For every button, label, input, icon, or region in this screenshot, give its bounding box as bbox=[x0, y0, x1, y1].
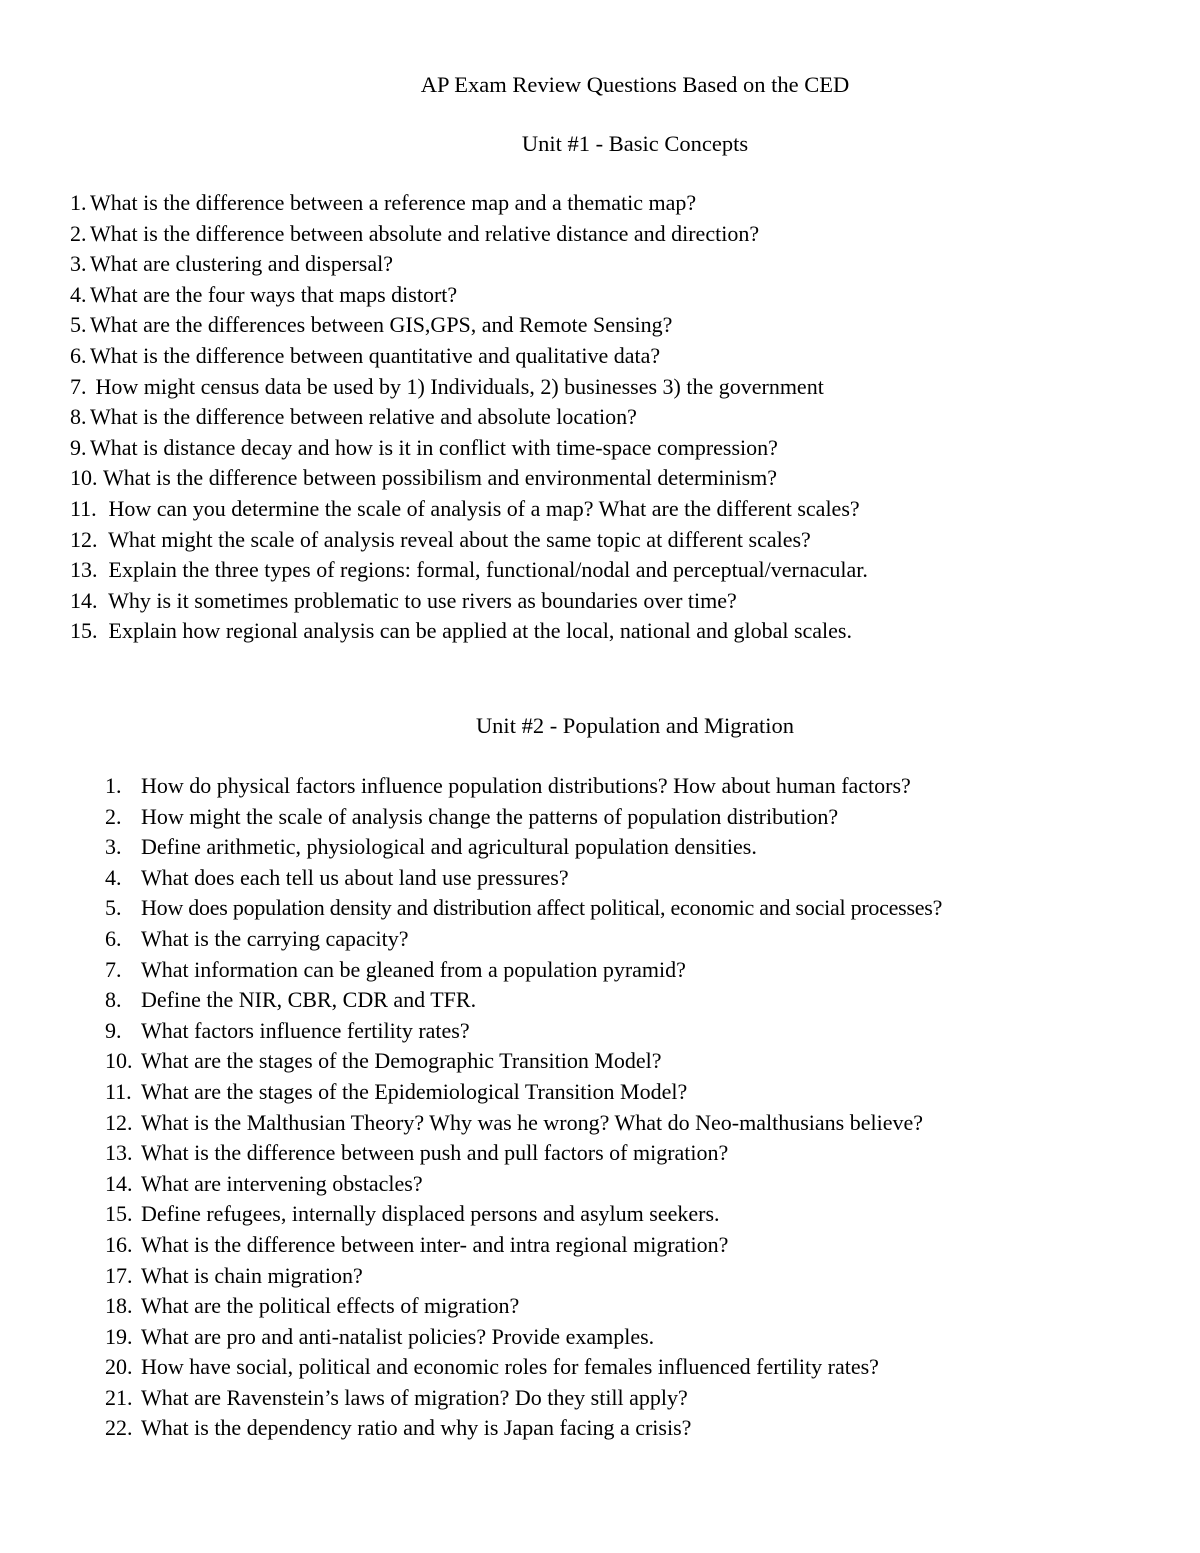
question-number: 14. bbox=[105, 1170, 133, 1196]
list-item bbox=[70, 525, 868, 556]
question-number: 21. bbox=[105, 1384, 133, 1410]
question-number: 8. bbox=[70, 404, 87, 430]
question-text: How does population density and distribution affect political, economic and social processes? bbox=[141, 895, 943, 921]
question-number: 10. bbox=[105, 1048, 133, 1074]
list-item bbox=[105, 832, 942, 863]
question-text: What are the four ways that maps distort? bbox=[90, 281, 458, 307]
question-number: 2. bbox=[70, 220, 87, 246]
question-number: 10. bbox=[70, 465, 98, 491]
question-number: 17. bbox=[105, 1262, 133, 1288]
question-text: What information can be gleaned from a population pyramid? bbox=[141, 956, 686, 982]
list-item bbox=[70, 586, 868, 617]
question-number: 13. bbox=[70, 557, 98, 583]
list-item bbox=[105, 1291, 942, 1322]
list-item bbox=[105, 1230, 942, 1261]
unit-2-heading: Unit #2 - Population and Migration bbox=[475, 713, 795, 738]
question-text: What are clustering and dispersal? bbox=[90, 251, 393, 277]
page-title: AP Exam Review Questions Based on the CED bbox=[420, 72, 850, 97]
list-item bbox=[105, 1077, 942, 1108]
unit-1-heading: Unit #1 - Basic Concepts bbox=[521, 131, 749, 156]
list-item bbox=[105, 1199, 942, 1230]
question-text: What is the dependency ratio and why is Japan facing a crisis? bbox=[141, 1415, 692, 1441]
list-item bbox=[70, 219, 868, 250]
question-text: What are the political effects of migration? bbox=[141, 1293, 520, 1319]
list-item bbox=[70, 494, 868, 525]
list-item bbox=[105, 1169, 942, 1200]
question-number: 13. bbox=[105, 1140, 133, 1166]
question-text: What does each tell us about land use pressures? bbox=[141, 864, 569, 890]
question-text: What is the difference between inter- and intra regional migration? bbox=[141, 1231, 729, 1257]
question-number: 12. bbox=[105, 1109, 133, 1135]
list-item bbox=[105, 863, 942, 894]
question-text: What is the carrying capacity? bbox=[141, 925, 409, 951]
list-item bbox=[105, 985, 942, 1016]
question-number: 12. bbox=[70, 526, 98, 552]
list-item bbox=[70, 463, 868, 494]
list-item bbox=[105, 1352, 942, 1383]
question-text: Define the NIR, CBR, CDR and TFR. bbox=[141, 987, 477, 1013]
question-text: What are intervening obstacles? bbox=[141, 1170, 423, 1196]
list-item bbox=[70, 372, 868, 403]
question-number: 22. bbox=[105, 1415, 133, 1441]
list-item bbox=[105, 955, 942, 986]
list-item bbox=[70, 341, 868, 372]
question-text: What is chain migration? bbox=[141, 1262, 363, 1288]
list-item bbox=[70, 433, 868, 464]
question-text: What factors influence fertility rates? bbox=[141, 1017, 470, 1043]
question-number: 20. bbox=[105, 1354, 133, 1380]
question-number: 16. bbox=[105, 1231, 133, 1257]
question-text: What are the stages of the Epidemiological Transition Model? bbox=[141, 1078, 688, 1104]
list-item bbox=[70, 616, 868, 647]
list-item bbox=[105, 1046, 942, 1077]
question-text: What is the Malthusian Theory? Why was he wrong? What do Neo-malthusians believe? bbox=[141, 1109, 924, 1135]
list-item bbox=[70, 402, 868, 433]
question-number: 8. bbox=[105, 987, 122, 1013]
list-item bbox=[105, 1322, 942, 1353]
question-text: What is the difference between absolute and relative distance and direction? bbox=[90, 220, 760, 246]
unit-1-question-list bbox=[70, 188, 868, 647]
question-number: 19. bbox=[105, 1323, 133, 1349]
list-item bbox=[105, 1108, 942, 1139]
list-item bbox=[105, 1261, 942, 1292]
question-number: 1. bbox=[70, 190, 87, 215]
question-number: 15. bbox=[105, 1201, 133, 1227]
question-number: 9. bbox=[70, 434, 87, 460]
list-item bbox=[105, 893, 942, 924]
question-text: What is the difference between possibilism and environmental determinism? bbox=[103, 465, 778, 491]
list-item bbox=[105, 924, 942, 955]
question-number: 5. bbox=[105, 895, 122, 921]
question-number: 11. bbox=[105, 1078, 132, 1104]
unit-2-question-list bbox=[105, 771, 942, 1444]
question-text: Why is it sometimes problematic to use rivers as boundaries over time? bbox=[103, 587, 737, 613]
question-text: How might census data be used by 1) Individuals, 2) businesses 3) the government bbox=[90, 373, 824, 399]
question-text: How have social, political and economic roles for females influenced fertility rates? bbox=[141, 1354, 879, 1380]
question-number: 7. bbox=[105, 956, 122, 982]
question-text: What might the scale of analysis reveal about the same topic at different scales? bbox=[103, 526, 811, 552]
list-item bbox=[105, 1413, 942, 1444]
question-number: 3. bbox=[105, 834, 122, 860]
question-text: How might the scale of analysis change the patterns of population distribution? bbox=[141, 803, 839, 829]
list-item bbox=[105, 1138, 942, 1169]
question-number: 11. bbox=[70, 495, 97, 521]
question-number: 4. bbox=[105, 864, 122, 890]
question-text: What are Ravenstein’s laws of migration? Do they still apply? bbox=[141, 1384, 688, 1410]
question-text: What is the difference between relative and absolute location? bbox=[90, 404, 637, 430]
question-text: Define refugees, internally displaced persons and asylum seekers. bbox=[141, 1201, 720, 1227]
question-text: What is the difference between push and pull factors of migration? bbox=[141, 1140, 729, 1166]
question-text: Explain the three types of regions: formal, functional/nodal and perceptual/vernacular. bbox=[103, 557, 868, 583]
question-number: 14. bbox=[70, 587, 98, 613]
question-number: 1. bbox=[105, 773, 122, 798]
question-number: 7. bbox=[70, 373, 87, 399]
question-number: 9. bbox=[105, 1017, 122, 1043]
question-text: What are the differences between GIS,GPS, and Remote Sensing? bbox=[90, 312, 673, 338]
question-text: What is the difference between a reference map and a thematic map? bbox=[90, 190, 697, 215]
list-item bbox=[70, 310, 868, 341]
list-item bbox=[70, 249, 868, 280]
question-number: 5. bbox=[70, 312, 87, 338]
list-item bbox=[105, 802, 942, 833]
question-text: Explain how regional analysis can be applied at the local, national and global scales. bbox=[103, 618, 852, 644]
question-number: 6. bbox=[105, 925, 122, 951]
list-item bbox=[105, 771, 942, 802]
question-text: What are the stages of the Demographic Transition Model? bbox=[141, 1048, 662, 1074]
question-text: What is distance decay and how is it in conflict with time-space compression? bbox=[90, 434, 778, 460]
list-item bbox=[105, 1016, 942, 1047]
question-number: 15. bbox=[70, 618, 98, 644]
list-item bbox=[70, 555, 868, 586]
question-text: What are pro and anti-natalist policies? Provide examples. bbox=[141, 1323, 655, 1349]
question-number: 3. bbox=[70, 251, 87, 277]
list-item bbox=[105, 1383, 942, 1414]
question-text: What is the difference between quantitative and qualitative data? bbox=[90, 342, 661, 368]
question-text: How do physical factors influence population distributions? How about human factors? bbox=[141, 773, 911, 798]
question-number: 2. bbox=[105, 803, 122, 829]
question-number: 6. bbox=[70, 342, 87, 368]
question-text: How can you determine the scale of analysis of a map? What are the different scales? bbox=[103, 495, 860, 521]
question-number: 4. bbox=[70, 281, 87, 307]
question-text: Define arithmetic, physiological and agricultural population densities. bbox=[141, 834, 757, 860]
question-number: 18. bbox=[105, 1293, 133, 1319]
list-item bbox=[70, 280, 868, 311]
list-item bbox=[70, 188, 868, 219]
